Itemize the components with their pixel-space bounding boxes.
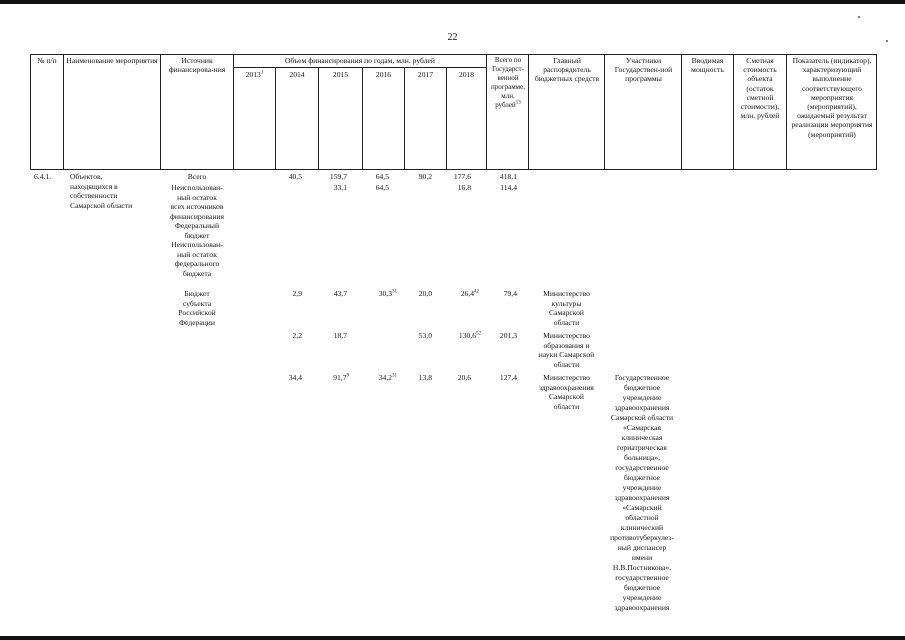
health-2017: 13,8 [418, 373, 432, 382]
header-year-2013: 2013$^1$ [245, 70, 264, 79]
culture-2016: 30,3$^{31}$ [378, 289, 397, 298]
health-participant-line: государственное [615, 463, 669, 472]
unused-2015: 33,1 [333, 183, 347, 192]
source-unused-all-1: Неиспользован- [171, 183, 223, 192]
health-sum: 127,4 [499, 373, 517, 382]
health-2018: 20,6 [457, 373, 471, 382]
source-regional-1: Бюджет [184, 289, 210, 298]
health-manager-3: Самарской [549, 392, 584, 401]
education-2014: 2,2 [292, 331, 302, 340]
education-2017: 53,0 [418, 331, 432, 340]
header-source: Источник финансирова-ния [168, 56, 226, 75]
health-participant-line: клинический [620, 523, 664, 532]
header-volume-title: Объем финансирования по годам, млн. рублей [285, 56, 435, 65]
item-name-line-1: Объектов, [70, 172, 103, 181]
health-participant-line: здравоохранения [614, 493, 670, 502]
health-participant-line: областной [625, 513, 659, 522]
health-participant-line: бюджетное [623, 583, 661, 592]
header-year-2015: 2015 [332, 70, 349, 79]
health-participant-line: здравоохранения [614, 603, 670, 612]
education-2018: 130,6$^{52}$ [458, 331, 481, 340]
source-regional-4: Федерации [179, 317, 215, 327]
unused-sum: 114,4 [500, 183, 517, 192]
header-manager: Главный распорядитель бюджетных средств [534, 56, 600, 84]
header-cost: Сметная стоимость объекта (остаток сметной стоимости), млн. рублей [740, 56, 780, 121]
total-2014: 40,5 [288, 172, 302, 181]
item-name-line-3: собственности [70, 191, 118, 200]
header-num: № п/п [37, 56, 57, 65]
page-number: 22 [447, 32, 458, 43]
health-manager-4: области [553, 401, 580, 411]
source-unused-all-3: всех источников [170, 202, 224, 211]
education-manager-3: науки Самарской [538, 350, 595, 359]
health-participant-line: ный диспансер [617, 543, 667, 552]
education-manager-4: области [553, 359, 580, 369]
health-participant-line: «Самарский [622, 503, 662, 512]
source-unused-all-4: финансирования [170, 211, 224, 221]
education-manager-1: Министерство [543, 331, 590, 340]
top-border-bar [0, 0, 905, 4]
header-participants: Участники Государствен-ной программы [614, 56, 673, 84]
header-indicator: Показатель (индикатор), характеризующий выполнение соответствующего мероприятия (мероприятий), ожидаемый результат реализации мероприятия (мероприятий) [791, 56, 873, 139]
item-name-line-2: находящихся в [70, 181, 118, 191]
health-participant-line: противотуберкулез- [610, 533, 674, 542]
education-sum: 201,3 [499, 331, 517, 340]
item-name-line-4: Самарской области [70, 200, 133, 210]
health-participant-line: бюджетное [623, 473, 661, 482]
culture-2018: 26,4$^{42}$ [460, 289, 479, 298]
health-participant-line: государственное [615, 573, 669, 582]
culture-sum: 79,4 [503, 289, 517, 298]
total-2016: 64,5 [375, 172, 389, 181]
health-manager-1: Министерство [543, 373, 590, 382]
bottom-border-bar [0, 636, 905, 640]
culture-2015: 43,7 [333, 289, 347, 298]
health-participant-line: здравоохранения [614, 403, 670, 412]
unused-2016: 64,5 [375, 183, 389, 192]
source-unused-all-2: ный остаток [177, 192, 217, 202]
culture-2014: 2,9 [292, 289, 302, 298]
education-2015: 18,7 [333, 331, 347, 340]
source-federal-2: бюджет [184, 230, 210, 240]
unused-2018: 16,8 [457, 183, 471, 192]
source-unused-federal-1: Неиспользован- [171, 240, 223, 249]
health-participant-line: Самарской области [610, 413, 674, 422]
health-participant-line: имени [631, 553, 653, 562]
header-year-2017: 2017 [417, 70, 434, 79]
source-regional-3: Российской [178, 308, 216, 317]
health-participant-line: бюджетное [623, 383, 661, 392]
health-participant-line: учреждение [622, 593, 662, 602]
source-federal-1: Федеральный [174, 221, 220, 230]
header-name: Наименование мероприятия [66, 56, 158, 65]
culture-manager-4: области [553, 317, 580, 327]
health-participant-line: больница», [623, 453, 661, 462]
culture-2017: 20,0 [418, 289, 432, 298]
source-unused-federal-4: бюджета [182, 268, 212, 278]
item-number: 6.4.1. [34, 172, 52, 181]
source-regional-2: субъекта [182, 298, 212, 308]
health-2014: 34,4 [288, 373, 302, 382]
health-participant-line: гериатрическая [617, 443, 667, 452]
health-participant-line: «Самарская [623, 423, 661, 432]
health-2015: 91,7$^9$ [333, 373, 349, 382]
scan-speck [886, 40, 888, 42]
header-year-2018: 2018 [458, 70, 475, 79]
health-participant-line: Государственное [614, 373, 670, 382]
culture-manager-1: Министерство [543, 289, 590, 298]
health-participant-line: Н.В.Постникова», [612, 563, 672, 572]
total-sum: 418,1 [499, 172, 517, 181]
scan-speck [858, 16, 860, 18]
header-year-2016: 2016 [375, 70, 392, 79]
source-unused-federal-2: ный остаток [177, 249, 217, 259]
health-participant-line: клиническая [621, 433, 663, 442]
health-manager-2: здравоохранения [539, 382, 594, 392]
health-participant-line: учреждение [622, 483, 662, 492]
total-2018: 177,6 [453, 172, 471, 181]
header-capacity: Вводимая мощность [691, 56, 724, 75]
header-year-2014: 2014 [289, 70, 305, 79]
education-manager-2: образования и [543, 340, 590, 350]
source-total: Всего [187, 172, 207, 181]
culture-manager-2: культуры [551, 298, 582, 308]
culture-manager-3: Самарской [549, 308, 584, 317]
header-total: Всего по Государст-венной программе, млн. рублей$^{13}$ [491, 56, 525, 109]
health-participant-line: учреждение [622, 393, 662, 402]
total-2015: 159,7 [329, 172, 347, 181]
source-unused-federal-3: федерального [174, 259, 220, 268]
health-2016: 34,2$^{31}$ [378, 373, 397, 382]
total-2017: 90,2 [418, 172, 432, 181]
